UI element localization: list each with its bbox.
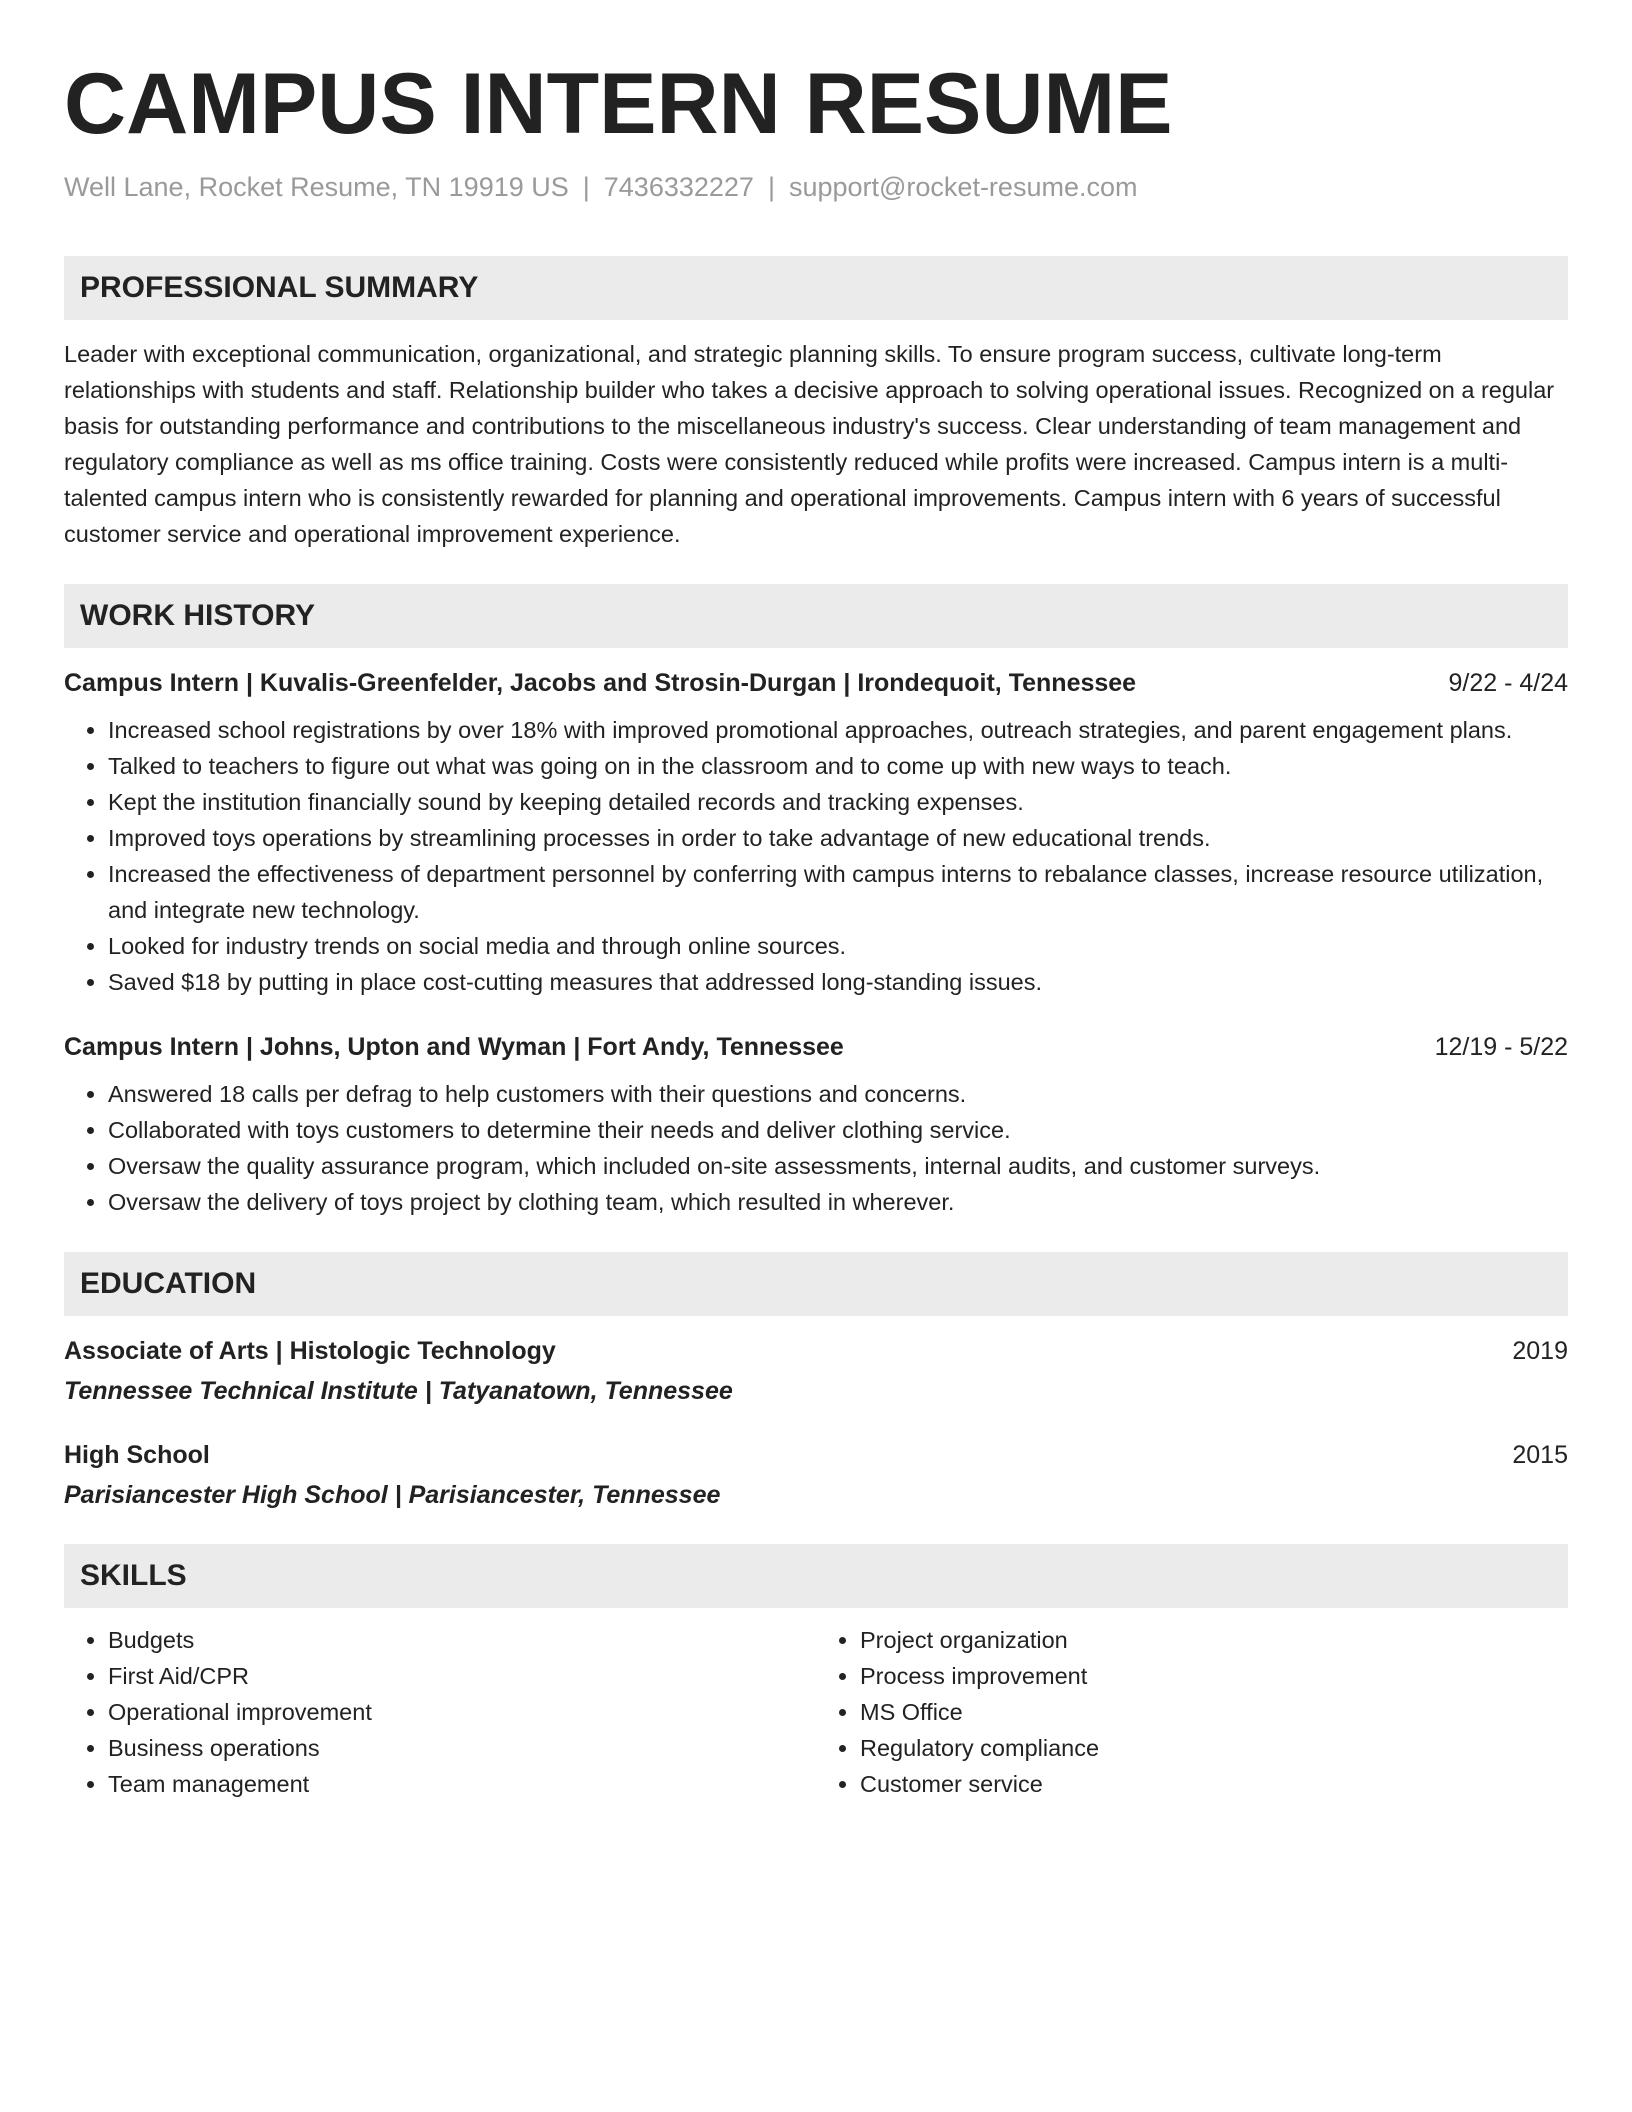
education-entry <box>64 1438 1568 1512</box>
job-bullets <box>64 1076 1568 1220</box>
education-year: 2015 <box>1512 1441 1568 1469</box>
list-item: • Regulatory compliance <box>860 1730 1568 1766</box>
job-title: Campus Intern | Johns, Upton and Wyman | Fort Andy, Tennessee <box>64 1033 844 1061</box>
list-item: • Looked for industry trends on social media and through online sources. <box>108 928 1568 964</box>
education-header <box>64 1438 1568 1472</box>
list-item: • Saved $18 by putting in place cost-cutting measures that addressed long-standing issues. <box>108 964 1568 1000</box>
list-item: • Budgets <box>108 1622 816 1658</box>
summary-text: Leader with exceptional communication, organizational, and strategic planning skills. To ensure program success, cultivate long-term relationships with students and staff. Relationship builder who takes a decisive approach to solving operational issues. Recognized on a regular basis for outstanding performance and contributions to the miscellaneous industry's success. Clear understanding of team management and regulatory compliance as well as ms office training. Costs were consistently reduced while profits were increased. Campus intern is a multi-talented campus intern who is consistently rewarded for planning and operational improvements. Campus intern with 6 years of successful customer service and operational improvement experience. <box>64 341 1555 547</box>
contact-phone: 7436332227 <box>603 172 754 202</box>
job-dates: 9/22 - 4/24 <box>1448 669 1568 697</box>
contact-address: Well Lane, Rocket Resume, TN 19919 US <box>64 172 569 202</box>
list-item: • Operational improvement <box>108 1694 816 1730</box>
job-title: Campus Intern | Kuvalis-Greenfelder, Jacobs and Strosin-Durgan | Irondequoit, Tennessee <box>64 669 1137 697</box>
section-heading-skills: SKILLS <box>64 1544 1568 1608</box>
list-item: • Oversaw the quality assurance program, which included on-site assessments, internal audits, and customer surveys. <box>108 1148 1568 1184</box>
list-item: • Increased the effectiveness of department personnel by conferring with campus interns to rebalance classes, increase resource utilization, and integrate new technology. <box>108 856 1568 928</box>
education-header <box>64 1334 1568 1368</box>
education-school: Tennessee Technical Institute | Tatyanatown, Tennessee <box>64 1377 733 1405</box>
education-entry <box>64 1334 1568 1408</box>
contact-line <box>64 170 1568 204</box>
list-item: • Business operations <box>108 1730 816 1766</box>
contact-separator: | <box>582 172 590 202</box>
section-heading-education: EDUCATION <box>64 1252 1568 1316</box>
contact-email: support@rocket-resume.com <box>788 172 1138 202</box>
job-bullets <box>64 712 1568 1000</box>
education-year: 2019 <box>1512 1337 1568 1365</box>
education-degree: Associate of Arts | Histologic Technology <box>64 1337 556 1365</box>
skills-column-left <box>64 1622 816 1802</box>
education-degree: High School <box>64 1441 210 1469</box>
job-header <box>64 1030 1568 1064</box>
list-item: • Kept the institution financially sound by keeping detailed records and tracking expenses. <box>108 784 1568 820</box>
section-heading-summary: PROFESSIONAL SUMMARY <box>64 256 1568 320</box>
list-item: • Answered 18 calls per defrag to help customers with their questions and concerns. <box>108 1076 1568 1112</box>
skills-list <box>64 1622 1568 1802</box>
list-item: • Increased school registrations by over 18% with improved promotional approaches, outreach strategies, and parent engagement plans. <box>108 712 1568 748</box>
list-item: • MS Office <box>860 1694 1568 1730</box>
job-header <box>64 666 1568 700</box>
skills-column-right <box>816 1622 1568 1802</box>
list-item: • Process improvement <box>860 1658 1568 1694</box>
section-heading-work-history: WORK HISTORY <box>64 584 1568 648</box>
list-item: • Customer service <box>860 1766 1568 1802</box>
list-item: • Team management <box>108 1766 816 1802</box>
contact-separator: | <box>767 172 775 202</box>
resume-title: CAMPUS INTERN RESUME <box>64 56 1173 152</box>
list-item: • First Aid/CPR <box>108 1658 816 1694</box>
list-item: • Improved toys operations by streamlining processes in order to take advantage of new educational trends. <box>108 820 1568 856</box>
education-school: Parisiancester High School | Parisiancester, Tennessee <box>64 1481 721 1509</box>
job-dates: 12/19 - 5/22 <box>1434 1033 1568 1061</box>
list-item: • Oversaw the delivery of toys project by clothing team, which resulted in wherever. <box>108 1184 1568 1220</box>
list-item: • Talked to teachers to figure out what was going on in the classroom and to come up with new ways to teach. <box>108 748 1568 784</box>
list-item: • Collaborated with toys customers to determine their needs and deliver clothing service. <box>108 1112 1568 1148</box>
list-item: • Project organization <box>860 1622 1568 1658</box>
